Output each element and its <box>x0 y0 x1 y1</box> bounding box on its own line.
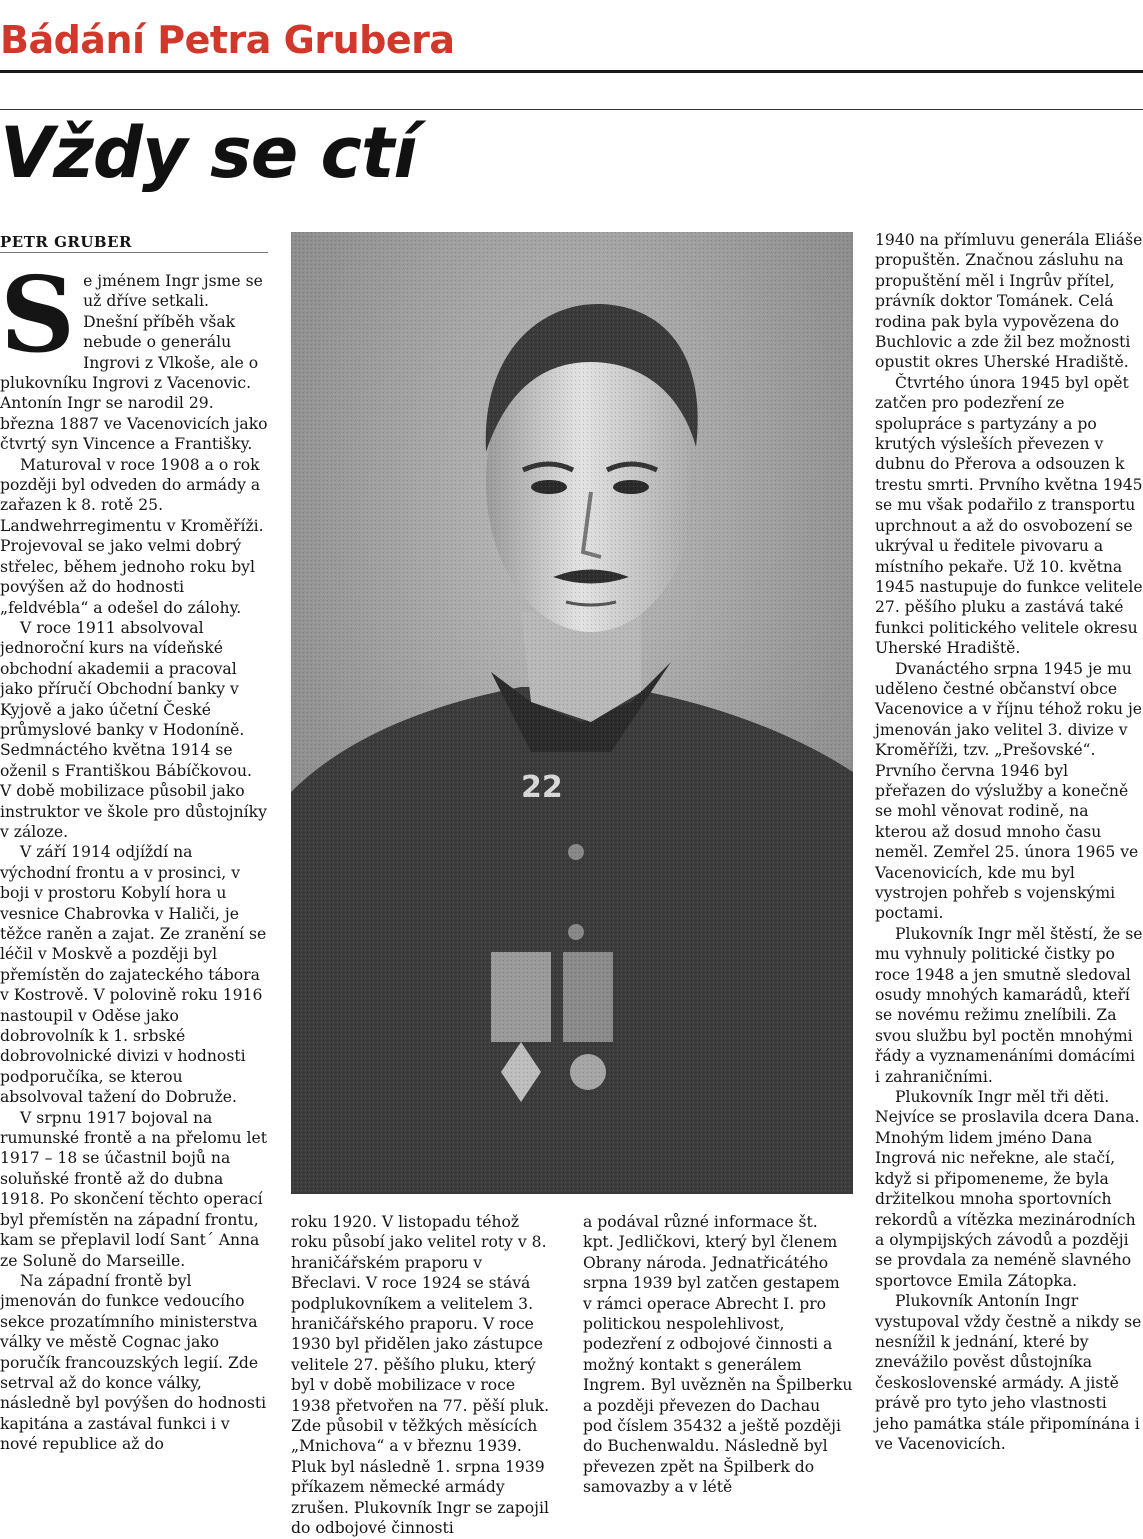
paragraph: roku 1920. V listopadu téhož roku působí jako velitel roty v 8. hraničářském praporu v Břeclavi. V roce 1924 se stává podplukovníkem a velitelem 3. hraničářského praporu. V roce 1930 byl přidělen jako zástupce velitele 27. pěšího pluku, který byl v době mobilizace v roce 1938 přetvořen na 77. pěší pluk. Zde působil v těžkých měsících „Mnichova“ a v březnu 1939. Pluk byl následně 1. srpna 1939 příkazem německé armády zrušen. Plukovník Ingr se zapojil do odbojové činnosti <box>291 1213 550 1538</box>
paragraph: Maturoval v roce 1908 a o rok později byl odveden do armády a zařazen k 8. rotě 25. Landwehrregimentu v Kroměříži. Projevoval se jako velmi dobrý střelec, během jednoho roku byl povýšen až do hodnosti „feldvébla“ a odešel do zálohy. <box>0 455 264 617</box>
paragraph: Čtvrtého února 1945 byl opět zatčen pro podezření ze spolupráce s partyzány a po krutých výsleších převezen v dubnu do Přerova a odsouzen k trestu smrti. Prvního května 1945 se mu však podařilo z transportu uprchnout a až do osvobození se ukrýval u ředitele pivovaru a místního pekaře. Už 10. května 1945 nastupuje do funkce velitele 27. pěšího pluku a zastává také funkci politického velitele okresu Uherské Hradiště. <box>875 373 1143 658</box>
portrait-photo-icon <box>291 232 853 1194</box>
header-rule-thin <box>0 109 1143 110</box>
paragraph: 1940 na přímluvu generála Eliáše propuštěn. Značnou zásluhu na propuštění měl i Ingrův přítel, právník doktor Tománek. Celá rodina pak byla vypovězena do Buchlovic a zde žil bez možnosti opustit okres Uherské Hradiště. <box>875 231 1143 372</box>
paragraph: Na západní frontě byl jmenován do funkce vedoucího sekce prozatímního ministerstva války ve městě Cognac jako poručík francouzských legií. Zde setrval až do konce války, následně byl povýšen do hodnosti kapitána a zastával funkci i v nové republice až do <box>0 1271 267 1454</box>
section-kicker: Bádání Petra Grubera <box>0 18 455 62</box>
paragraph: Dvanáctého srpna 1945 je mu uděleno čestné občanství obce Vacenovice a v říjnu téhož roku je jmenován jako velitel 3. divize v Kroměříži, tzv. „Prešovské“. Prvního června 1946 byl přeřazen do výslužby a konečně se mohl věnovat rodině, na kterou až dosud mnoho času neměl. Zemřel 25. února 1965 ve Vacenovicích, kde mu byl vystrojen pohřeb s vojenskými poctami. <box>875 659 1143 923</box>
article-headline: Vždy se ctí <box>0 112 417 194</box>
article-column-1 <box>0 253 268 1516</box>
header-rule <box>0 70 1143 73</box>
paragraph: a podával různé informace št. kpt. Jedličkovi, který byl členem Obrany národa. Jednatřicátého srpna 1939 byl zatčen gestapem v rámci operace Abrecht I. pro politickou nespolehlivost, podezření z odbojové činnosti a možný kontakt s generálem Ingrem. Byl uvězněn na Špilberku a později převezen do Dachau pod číslem 35432 a ještě později do Buchenwaldu. Následně byl převezen zpět na Špilberk do samovazby a v létě <box>583 1213 853 1497</box>
article-column-3 <box>583 1212 853 1516</box>
paragraph: V roce 1911 absolvoval jednoroční kurs na vídeňské obchodní akademii a pracoval jako příručí Obchodní banky v Kyjově a jako účetní České průmyslové banky v Hodoníně. Sedmnáctého května 1914 se oženil s Františkou Bábíčkovou. V době mobilizace působil jako instruktor ve škole pro důstojníky v záloze. <box>0 618 267 841</box>
paragraph: Plukovník Ingr měl tři děti. Nejvíce se proslavila dcera Dana. Mnohým lidem jméno Dana Ingrová nic neřekne, ale stačí, když si připomeneme, že byla držitelkou mnoha sportovních rekordů a vítězka mezinárodních a olympijských závodů a později se provdala za neméně slavného sportovce Emila Zátopka. <box>875 1088 1140 1290</box>
paragraph: V září 1914 odjíždí na východní frontu a v prosinci, v boji v prostoru Kobylí hora u vesnice Chabrovka v Haliči, je těžce raněn a zajat. Ze zranění se léčil v Moskvě a později byl přemístěn do zajateckého tábora v Kostrově. V polovině roku 1916 nastoupil v Oděse jako dobrovolník k 1. srbské dobrovolnické divizi v hodnosti podporučíka, se kterou absolvoval tažení do Dobruže. <box>0 843 267 1107</box>
paragraph: Plukovník Antonín Ingr vystupoval vždy čestně a nikdy se nesnížil k jednání, které by znevážilo pověst důstojníka československé armády. A jistě právě pro tyto jeho vlastnosti jeho památka stále připomínána i ve Vacenovicích. <box>875 1292 1142 1453</box>
author-byline: PETR GRUBER <box>0 233 132 251</box>
paragraph: V srpnu 1917 bojoval na rumunské frontě a na přelomu let 1917 – 18 se účastnil bojů na soluňské frontě až do dubna 1918. Po skončení těchto operací byl přemístěn na západní frontu, kam se přeplavil lodí Sant´ Anna ze Soluně do Marseille. <box>0 1108 267 1270</box>
article-column-2 <box>291 1212 555 1538</box>
drop-cap: S <box>0 253 76 376</box>
article-column-4 <box>875 230 1143 1516</box>
paragraph: Se jménem Ingr jsme se už dříve setkali. Dnešní příběh však nebude o generálu Ingrovi z Vlkoše, ale o plukovníku Ingrovi z Vacenovic. Antonín Ingr se narodil 29. března 1887 ve Vacenovicích jako čtvrtý syn Vincence a Františky. <box>0 253 268 454</box>
paragraph: Plukovník Ingr měl štěstí, že se mu vyhnuly politické čistky po roce 1948 a jen smutně sledoval osudy mnohých kamarádů, kteří se novému režimu znelíbili. Za svou službu byl poctěn mnohými řády a vyznamenáními domácími i zahraničními. <box>875 924 1143 1086</box>
